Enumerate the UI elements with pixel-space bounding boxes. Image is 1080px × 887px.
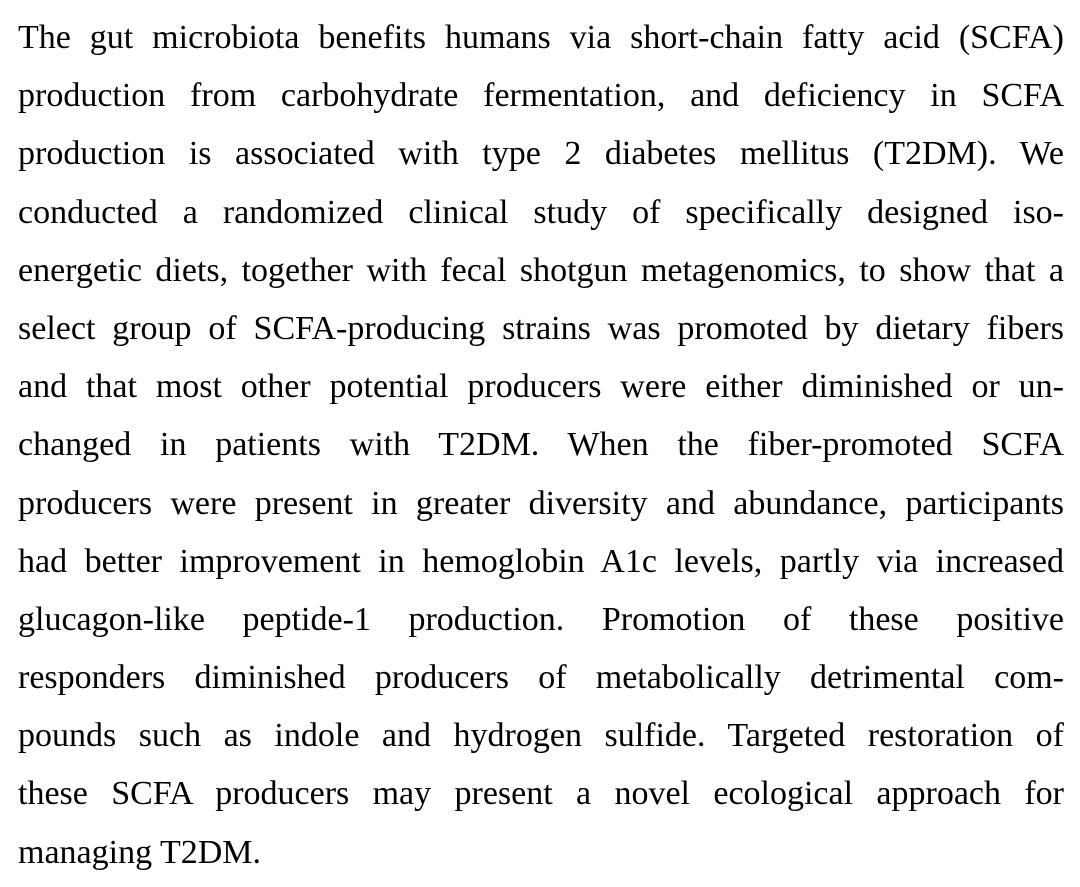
abstract-line-9: producers were present in greater diversity and abundance, participants — [18, 484, 1064, 522]
abstract-line-5: energetic diets, together with fecal shotgun metagenomics, to show that a — [18, 251, 1064, 289]
abstract-line-15: managing T2DM. — [18, 833, 262, 871]
abstract-line-12: responders diminished producers of metabolically detrimental com- — [18, 659, 1064, 697]
abstract-line-3: production is associated with type 2 diabetes mellitus (T2DM). We — [18, 135, 1064, 173]
abstract-paragraph — [18, 9, 1064, 882]
abstract-line-11: glucagon-like peptide-1 production. Promotion of these positive — [18, 600, 1064, 638]
abstract-line-2: production from carbohydrate fermentation, and deficiency in SCFA — [18, 77, 1064, 115]
abstract-line-6: select group of SCFA-producing strains was promoted by dietary fibers — [18, 309, 1064, 347]
abstract-line-10: had better improvement in hemoglobin A1c levels, partly via increased — [18, 542, 1064, 580]
abstract-line-13: pounds such as indole and hydrogen sulfide. Targeted restoration of — [18, 717, 1064, 755]
abstract-line-7: and that most other potential producers were either diminished or un- — [18, 368, 1064, 406]
abstract-line-4: conducted a randomized clinical study of specifically designed iso- — [18, 193, 1064, 231]
abstract-line-1: The gut microbiota benefits humans via short-chain fatty acid (SCFA) — [18, 19, 1064, 56]
abstract-line-14: these SCFA producers may present a novel ecological approach for — [18, 775, 1064, 813]
abstract-line-8: changed in patients with T2DM. When the fiber-promoted SCFA — [18, 426, 1064, 464]
